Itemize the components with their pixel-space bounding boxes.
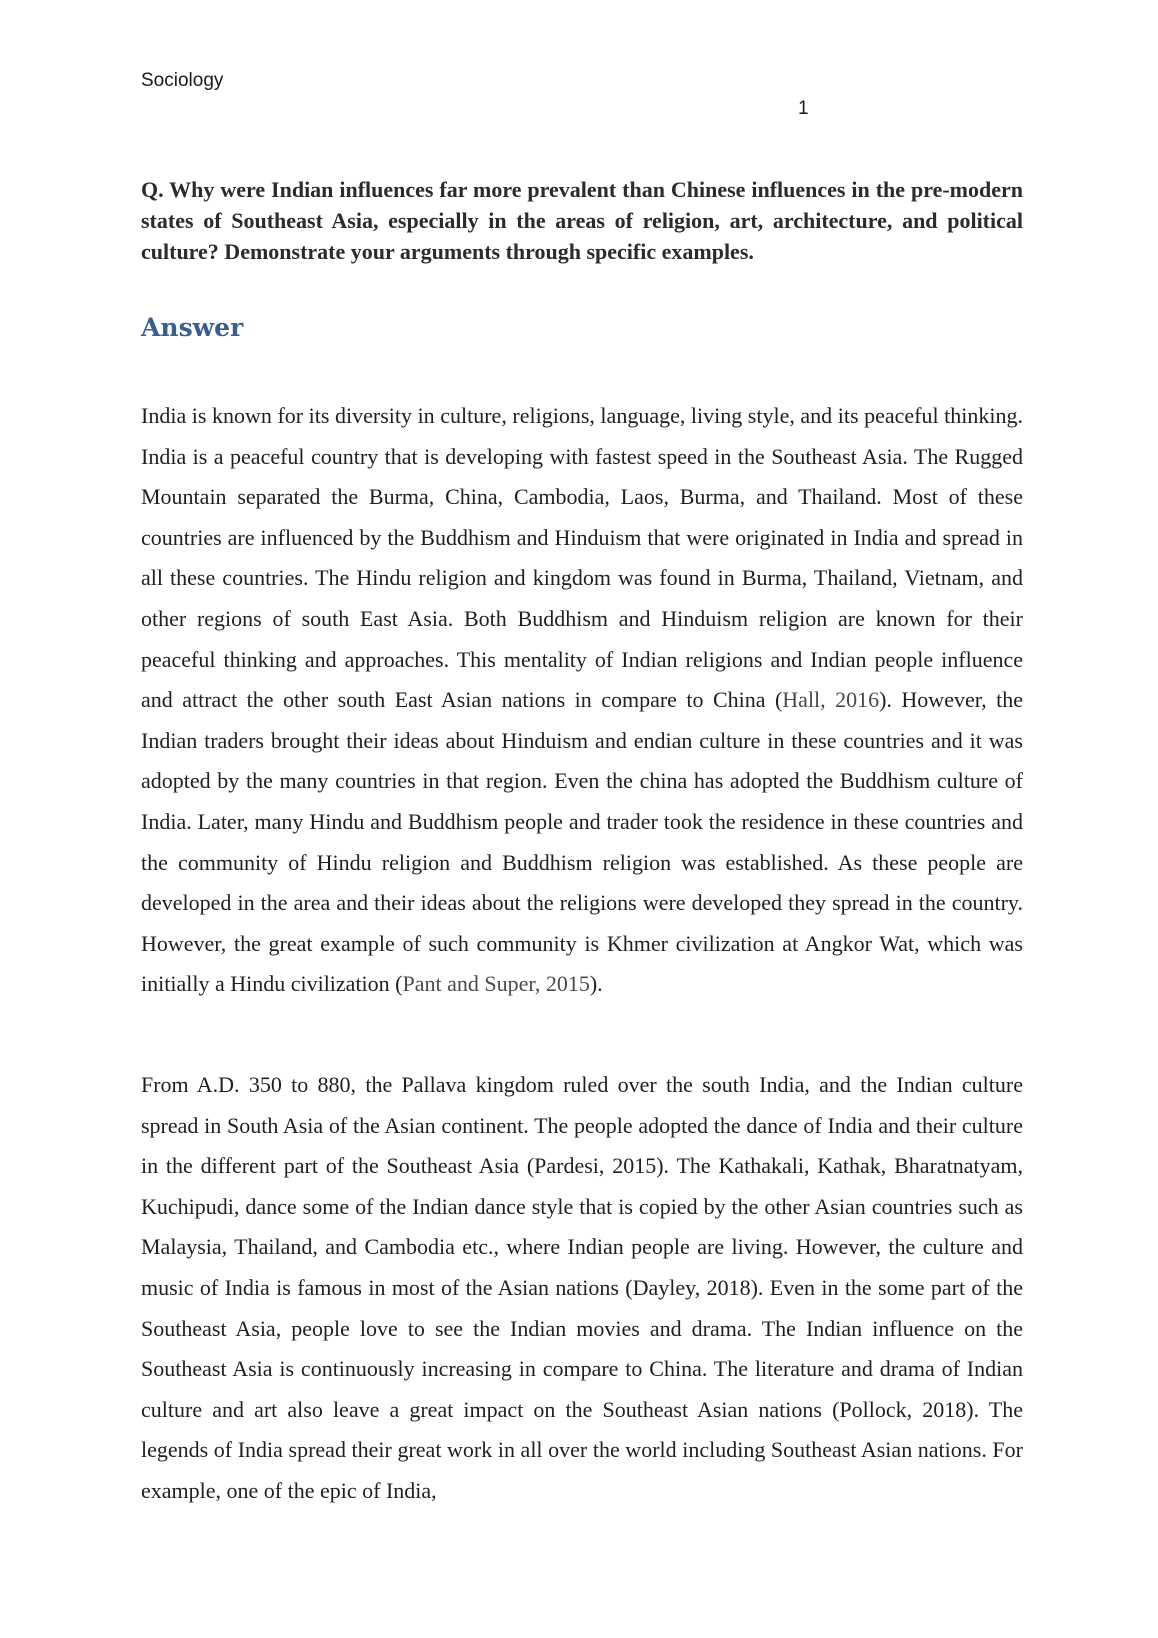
paragraph-1-text-a: India is known for its diversity in culture, religions, language, living style, and its peaceful thinking. India is a peaceful country that is developing with fastest speed in the Southeast Asia. The Rugged Mountain separated the Burma, China, Cambodia, Laos, Burma, and Thailand. Most of these countries are influenced by the Buddhism and Hinduism that were originated in India and spread in all these countries. The Hindu religion and kingdom was found in Burma, Thailand, Vietnam, and other regions of south East Asia. Both Buddhism and Hinduism religion are known for their peaceful thinking and approaches. This mentality of Indian religions and Indian people influence and attract the other south East Asian nations in compare to China ( [141, 403, 1023, 713]
question-text: Q. Why were Indian influences far more prevalent than Chinese influences in the pre-modern states of Southeast Asia, especially in the areas of religion, art, architecture, and political culture? Demonstrate your arguments through specific examples. [141, 177, 1023, 264]
paragraph-1-text-b: ). However, the Indian traders brought their ideas about Hinduism and endian culture in these countries and it was adopted by the many countries in that region. Even the china has adopted the Buddhism culture of India. Later, many Hindu and Buddhism people and trader took the residence in these countries and the community of Hindu religion and Buddhism religion was established. As these people are developed in the area and their ideas about the religions were developed they spread in the country. However, the great example of such community is Khmer civilization at Angkor Wat, which was initially a Hindu civilization ( [141, 687, 1023, 997]
answer-paragraph-1 [141, 396, 1023, 1005]
page-number: 1 [798, 98, 809, 119]
answer-paragraph-2: From A.D. 350 to 880, the Pallava kingdom ruled over the south India, and the Indian culture spread in South Asia of the Asian continent. The people adopted the dance of India and their culture in the different part of the Southeast Asia (Pardesi, 2015). The Kathakali, Kathak, Bharatnatyam, Kuchipudi, dance some of the Indian dance style that is copied by the other Asian countries such as Malaysia, Thailand, and Cambodia etc., where Indian people are living. However, the culture and music of India is famous in most of the Asian nations (Dayley, 2018). Even in the some part of the Southeast Asia, people love to see the Indian movies and drama. The Indian influence on the Southeast Asia is continuously increasing in compare to China. The literature and drama of Indian culture and art also leave a great impact on the Southeast Asian nations (Pollock, 2018). The legends of India spread their great work in all over the world including Southeast Asian nations. For example, one of the epic of India, [141, 1072, 1023, 1503]
citation-pant-super-2015: Pant and Super, 2015 [402, 971, 590, 997]
citation-hall-2016: Hall, 2016 [782, 687, 880, 713]
answer-heading: Answer [141, 313, 244, 342]
running-header: Sociology [141, 70, 224, 91]
paragraph-1-text-c: ). [589, 971, 603, 997]
